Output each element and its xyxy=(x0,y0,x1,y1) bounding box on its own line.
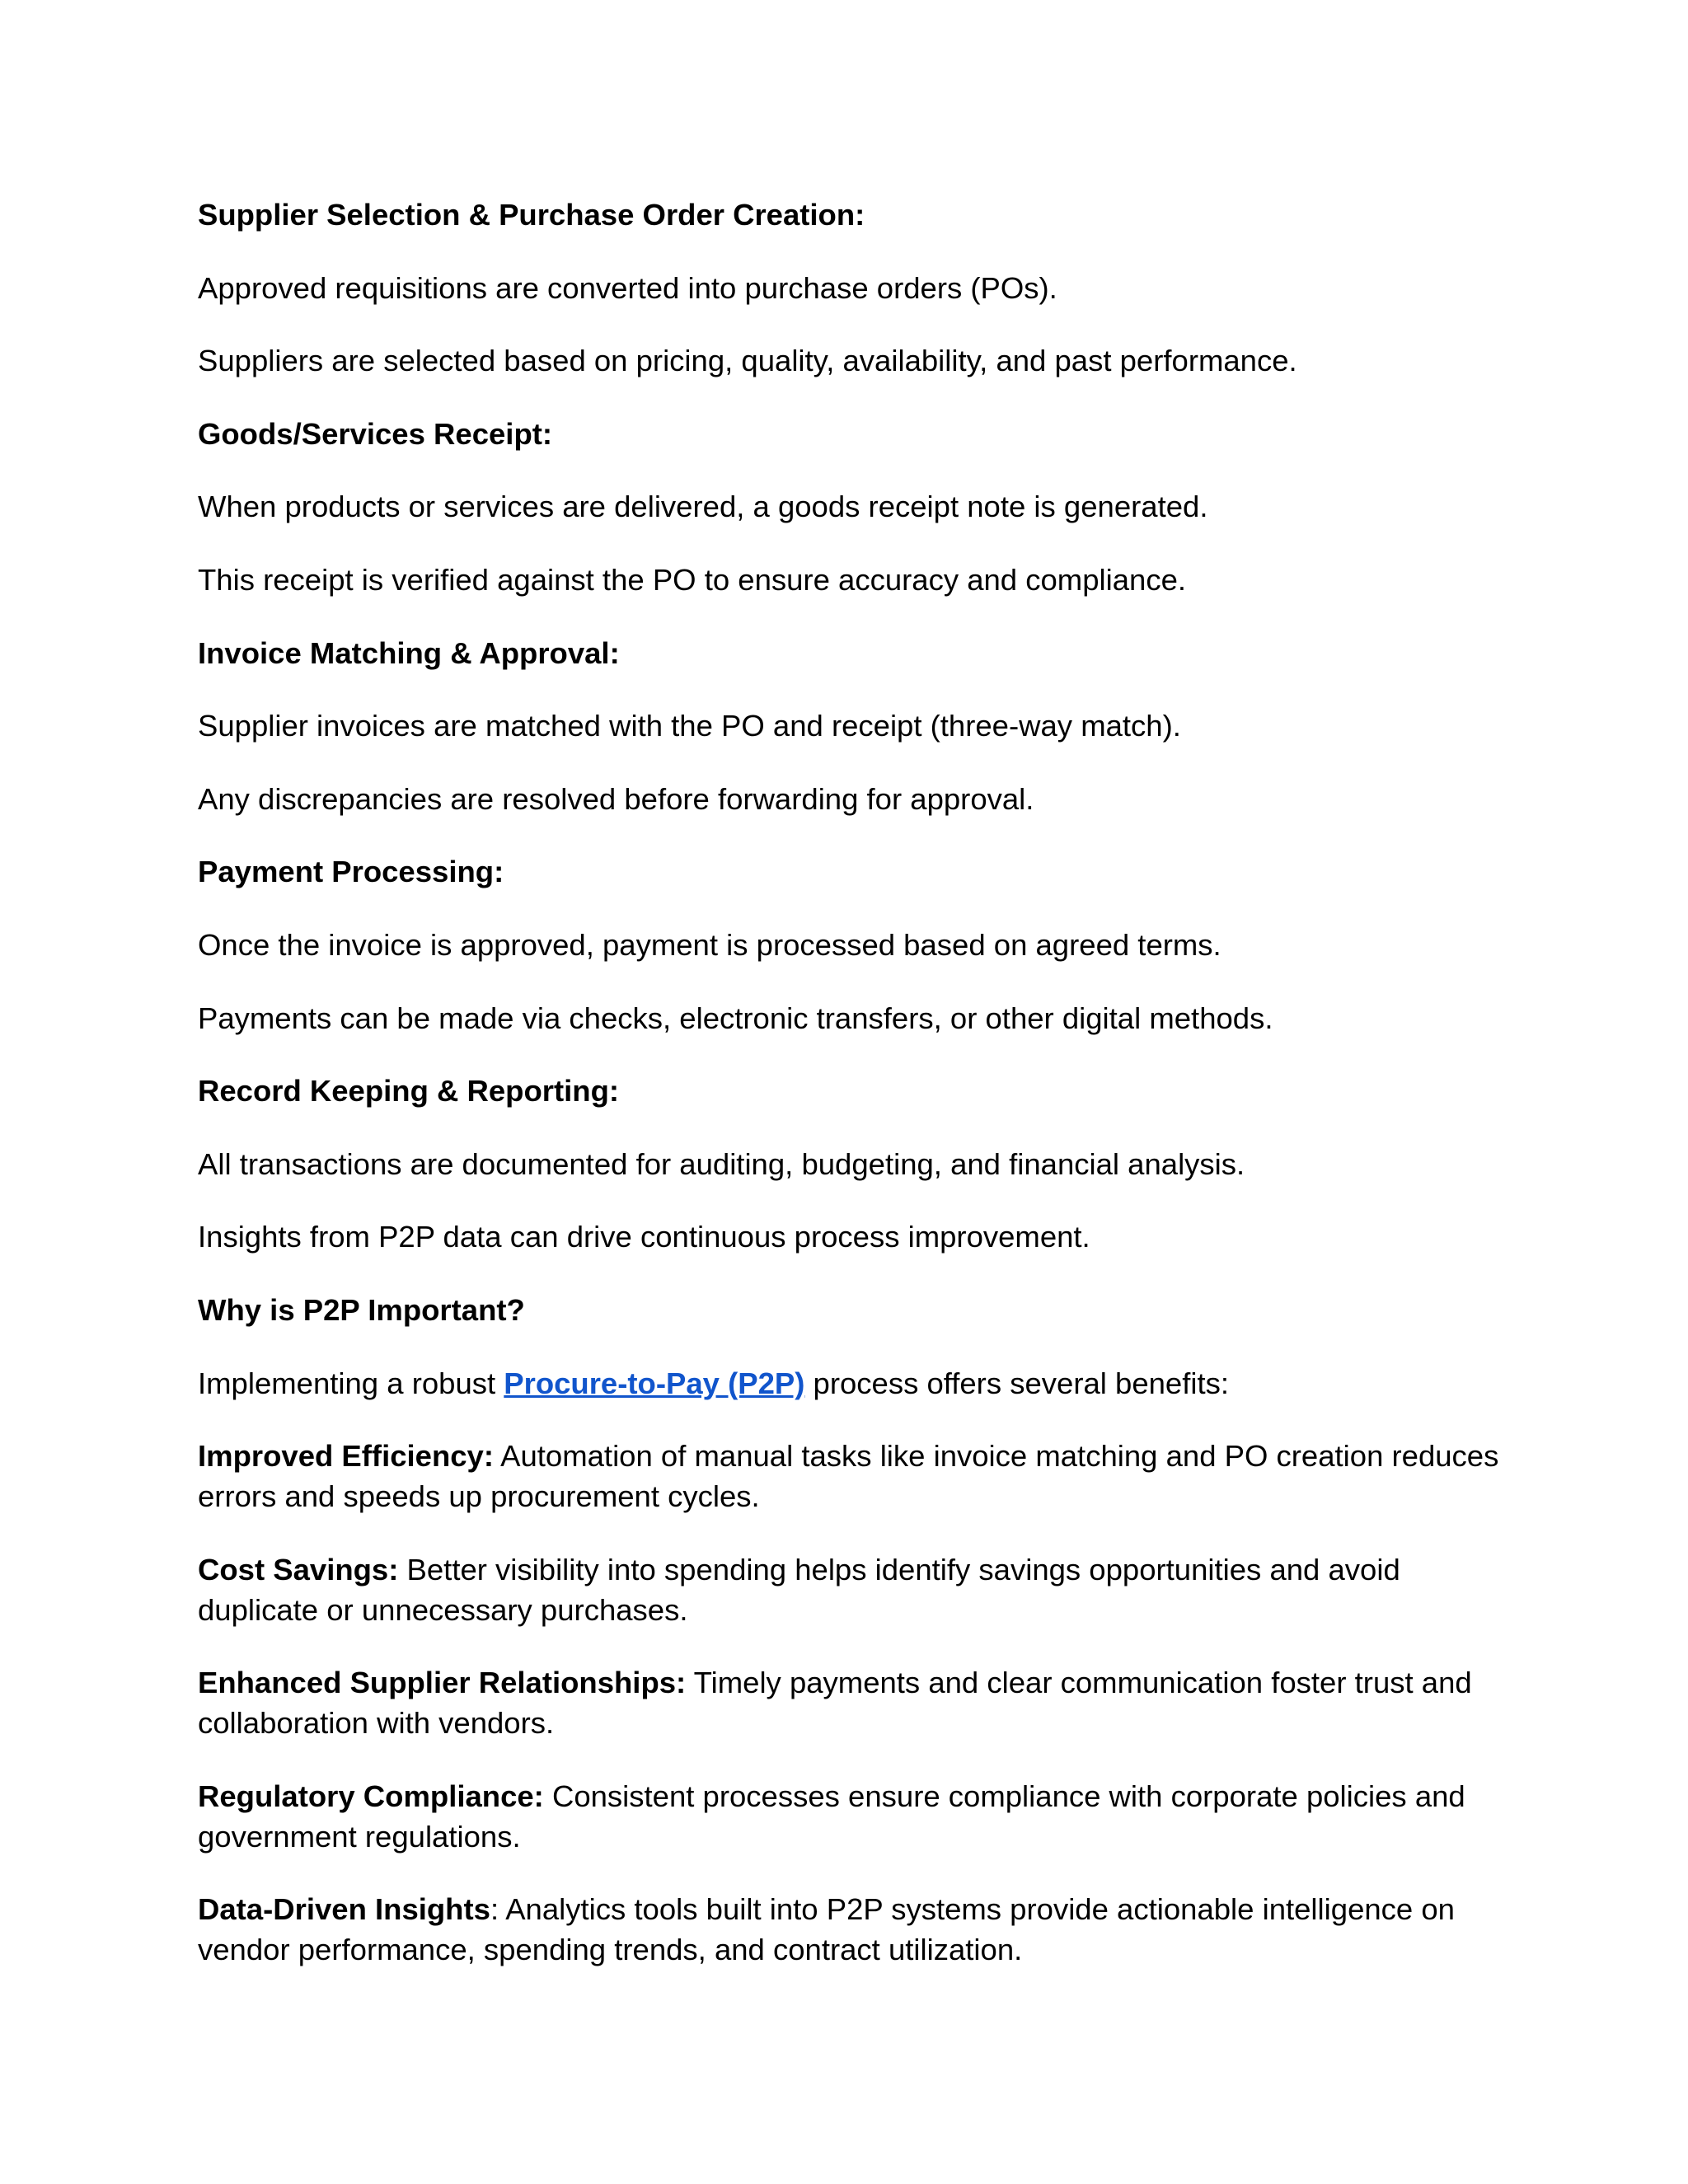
section-line: Payments can be made via checks, electronic transfers, or other digital methods. xyxy=(198,1001,1273,1035)
benefit-label: Data-Driven Insights xyxy=(198,1892,490,1927)
section-line: This receipt is verified against the PO to ensure accuracy and compliance. xyxy=(198,562,1187,597)
why-intro-before: Implementing a robust xyxy=(198,1366,504,1400)
section-heading: Record Keeping & Reporting: xyxy=(198,1074,620,1108)
benefit-label: Enhanced Supplier Relationships: xyxy=(198,1666,687,1700)
benefit-label: Regulatory Compliance: xyxy=(198,1779,544,1813)
benefit-item xyxy=(198,1889,1500,1970)
section-heading: Supplier Selection & Purchase Order Creation: xyxy=(198,198,865,232)
benefit-label: Cost Savings: xyxy=(198,1552,399,1586)
benefit-item xyxy=(198,1436,1500,1516)
section-heading: Payment Processing: xyxy=(198,855,504,889)
section-line: Suppliers are selected based on pricing, quality, availability, and past performance. xyxy=(198,344,1297,378)
procure-to-pay-link[interactable]: Procure-to-Pay (P2P) xyxy=(504,1366,805,1400)
section-line: Insights from P2P data can drive continuous process improvement. xyxy=(198,1220,1090,1254)
benefit-item xyxy=(198,1776,1500,1857)
section-line: All transactions are documented for auditing, budgeting, and financial analysis. xyxy=(198,1146,1245,1181)
why-heading: Why is P2P Important? xyxy=(198,1292,525,1327)
section-line: Any discrepancies are resolved before forwarding for approval. xyxy=(198,781,1034,816)
benefit-text: Consistent processes ensure compliance with corporate policies and government regulations. xyxy=(198,1779,1465,1854)
benefit-item xyxy=(198,1662,1500,1743)
section-line: Supplier invoices are matched with the PO and receipt (three-way match). xyxy=(198,709,1181,743)
section-line: Approved requisitions are converted into purchase orders (POs). xyxy=(198,270,1057,305)
benefit-text: Better visibility into spending helps identify savings opportunities and avoid duplicate or unnecessary purchases. xyxy=(198,1552,1400,1627)
document-page xyxy=(198,194,1500,2003)
benefit-label: Improved Efficiency: xyxy=(198,1439,495,1474)
benefit-text: : Analytics tools built into P2P systems provide actionable intelligence on vendor performance, spending trends, and contract utilization. xyxy=(198,1892,1455,1967)
section-line: Once the invoice is approved, payment is processed based on agreed terms. xyxy=(198,927,1221,962)
why-intro-after: process offers several benefits: xyxy=(804,1366,1230,1400)
section-heading: Goods/Services Receipt: xyxy=(198,416,553,451)
section-heading: Invoice Matching & Approval: xyxy=(198,635,620,670)
why-intro xyxy=(198,1363,1500,1404)
section-line: When products or services are delivered, a goods receipt note is generated. xyxy=(198,490,1208,524)
benefit-item xyxy=(198,1549,1500,1630)
benefit-text: Timely payments and clear communication foster trust and collaboration with vendors. xyxy=(198,1666,1472,1741)
benefit-text: Automation of manual tasks like invoice matching and PO creation reduces errors and speeds up procurement cycles. xyxy=(198,1439,1499,1514)
